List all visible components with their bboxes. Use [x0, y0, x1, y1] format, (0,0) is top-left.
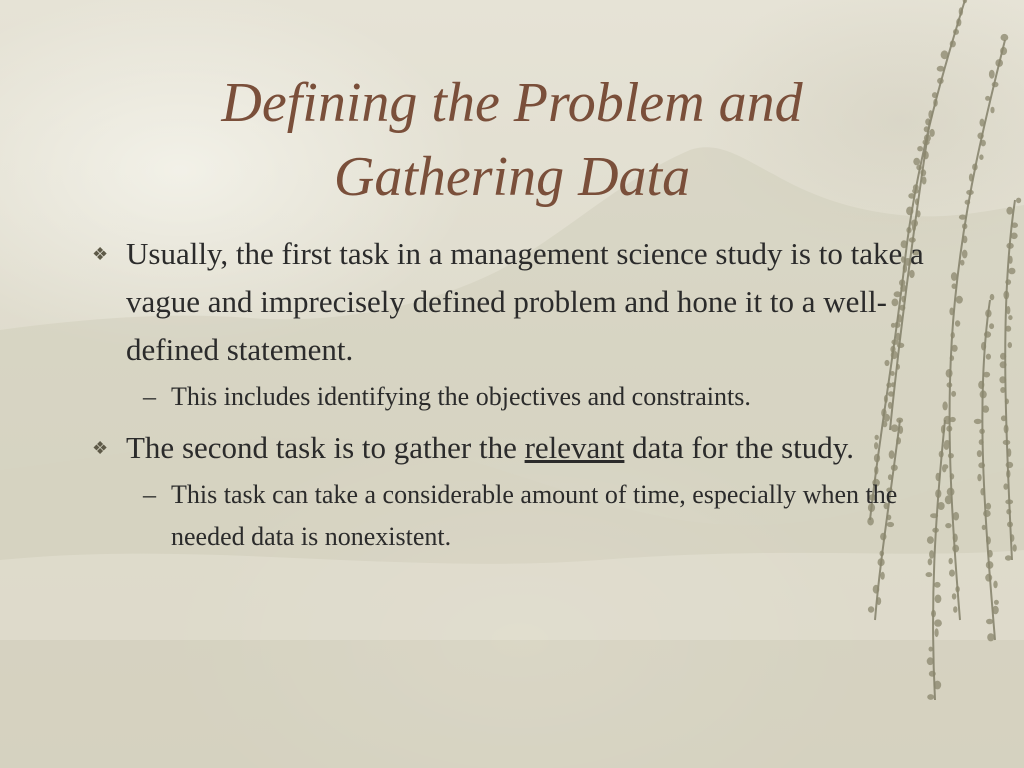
willow-bud	[1003, 291, 1009, 300]
willow-bud	[1003, 440, 1011, 445]
willow-bud	[959, 7, 963, 16]
willow-bud	[1006, 470, 1010, 478]
willow-bud	[1005, 499, 1013, 504]
willow-bud	[932, 528, 939, 533]
willow-bud	[948, 453, 954, 458]
sub-bullet-item-2	[90, 474, 930, 558]
willow-bud	[935, 628, 939, 637]
willow-bud	[994, 600, 999, 605]
willow-bud	[945, 495, 952, 504]
willow-bud	[951, 272, 957, 281]
willow-bud	[1007, 448, 1011, 457]
willow-bud	[953, 534, 958, 543]
willow-bud	[990, 294, 995, 300]
willow-bud	[945, 523, 951, 528]
willow-bud	[934, 681, 942, 690]
willow-bud	[984, 331, 991, 337]
willow-bud	[1007, 522, 1013, 528]
willow-bud	[949, 308, 954, 316]
willow-bud	[983, 372, 990, 378]
sub-bullet-item-1	[90, 376, 930, 418]
willow-bud	[989, 323, 994, 329]
willow-bud	[985, 309, 991, 317]
willow-bud	[992, 606, 999, 615]
willow-bud	[955, 586, 959, 592]
willow-bud	[978, 462, 985, 468]
willow-bud	[1005, 279, 1011, 285]
willow-bud	[927, 694, 934, 700]
willow-bud	[1005, 326, 1011, 332]
willow-bud	[936, 473, 941, 481]
willow-bud	[941, 50, 949, 59]
willow-bud	[983, 510, 991, 517]
willow-bud	[981, 342, 986, 351]
willow-bud	[1008, 256, 1012, 264]
willow-bud	[951, 391, 956, 397]
willow-bud	[980, 390, 987, 398]
willow-bud	[1001, 34, 1009, 41]
willow-bud	[951, 332, 955, 339]
willow-bud	[1008, 268, 1015, 275]
willow-bud	[952, 345, 958, 352]
willow-bud	[1011, 222, 1018, 228]
willow-bud	[1000, 353, 1006, 360]
willow-bud	[979, 439, 984, 445]
willow-bud	[1000, 387, 1005, 393]
willow-bud	[949, 570, 955, 577]
willow-bud	[1000, 47, 1007, 55]
willow-bud	[947, 382, 953, 387]
willow-bud	[873, 585, 880, 594]
willow-bud	[982, 405, 989, 412]
willow-bud	[977, 450, 982, 457]
dash-marker: –	[143, 480, 156, 509]
willow-bud	[953, 29, 959, 35]
willow-bud	[986, 354, 991, 360]
willow-bud	[1003, 483, 1008, 489]
willow-bud	[876, 597, 881, 605]
sub-bullet-text-1: This includes identifying the objectives and constraints.	[171, 382, 751, 411]
willow-bud	[960, 260, 964, 266]
willow-bud	[962, 236, 967, 244]
willow-bud	[979, 429, 985, 435]
bullet-text-2b: data for the study.	[624, 430, 854, 465]
willow-bud	[1011, 233, 1018, 240]
willow-bud	[962, 250, 968, 259]
willow-bud	[1010, 534, 1014, 542]
slide-title	[0, 66, 1024, 214]
willow-bud	[1004, 424, 1009, 433]
willow-bud	[934, 619, 942, 626]
willow-bud	[1008, 342, 1012, 348]
willow-bud	[935, 595, 942, 604]
willow-bud	[880, 572, 884, 580]
willow-bud	[993, 581, 997, 589]
willow-bud	[977, 474, 981, 481]
willow-bud	[939, 451, 944, 458]
willow-bud	[959, 215, 966, 220]
willow-bud	[938, 502, 945, 510]
willow-bud	[1008, 315, 1012, 320]
willow-bud	[868, 606, 874, 612]
willow-bud	[953, 512, 959, 521]
willow-bud	[985, 574, 992, 582]
willow-bud	[956, 18, 961, 26]
willow-bud	[1000, 361, 1007, 368]
willow-bud	[974, 419, 982, 424]
willow-bud	[1006, 243, 1013, 249]
willow-bud	[986, 536, 991, 544]
willow-bud	[1005, 399, 1009, 405]
willow-bud	[1001, 415, 1007, 421]
willow-bud	[999, 376, 1006, 383]
willow-bud	[949, 558, 953, 564]
dash-marker: –	[143, 382, 156, 411]
underlined-word: relevant	[524, 430, 625, 465]
willow-bud	[986, 619, 993, 625]
willow-bud	[946, 369, 953, 378]
diamond-dots-icon: ❖	[92, 438, 109, 458]
willow-bud	[946, 426, 952, 432]
sub-bullet-text-2: This task can take a considerable amount of time, especially when the needed data is nonexistent.	[171, 480, 898, 551]
willow-bud	[1006, 306, 1010, 314]
willow-bud	[942, 401, 947, 410]
willow-bud	[926, 572, 933, 577]
willow-bud	[978, 381, 984, 389]
willow-bud	[950, 473, 954, 479]
willow-bud	[953, 606, 957, 613]
willow-bud	[947, 488, 955, 496]
willow-bud	[935, 489, 941, 498]
willow-bud	[950, 40, 956, 47]
title-line-2: Gathering Data	[333, 146, 691, 208]
willow-bud	[952, 593, 957, 599]
willow-bud	[982, 525, 986, 530]
bullet-item-2	[90, 424, 930, 472]
willow-bud	[987, 550, 992, 558]
bullet-list	[90, 230, 930, 564]
willow-bud	[952, 283, 957, 289]
willow-bud	[1006, 509, 1011, 515]
willow-bud	[931, 610, 936, 617]
willow-bud	[1013, 544, 1017, 551]
willow-bud	[929, 671, 936, 677]
willow-bud	[987, 633, 994, 641]
willow-bud	[927, 657, 934, 665]
willow-bud	[955, 320, 960, 326]
willow-bud	[930, 513, 938, 518]
bullet-text-1: Usually, the first task in a management science study is to take a vague and imprecisely defined problem and hone it to a well-defined statement.	[126, 236, 924, 367]
willow-bud	[944, 442, 950, 450]
willow-bud	[1005, 555, 1012, 560]
willow-bud	[952, 545, 959, 553]
willow-bud	[941, 425, 945, 434]
willow-bud	[980, 488, 984, 495]
willow-bud	[944, 416, 952, 425]
willow-bud	[986, 561, 994, 569]
willow-bud	[986, 503, 992, 510]
willow-bud	[956, 296, 963, 304]
diamond-dots-icon: ❖	[92, 244, 109, 264]
willow-bud	[950, 355, 954, 361]
bullet-item-1	[90, 230, 930, 374]
willow-bud	[934, 582, 941, 588]
willow-bud	[942, 464, 947, 472]
title-line-1: Defining the Problem and	[221, 72, 803, 134]
willow-bud	[929, 647, 933, 652]
willow-bud	[962, 223, 967, 229]
willow-bud	[1006, 462, 1014, 468]
bullet-text-2a: The second task is to gather the	[126, 430, 525, 465]
